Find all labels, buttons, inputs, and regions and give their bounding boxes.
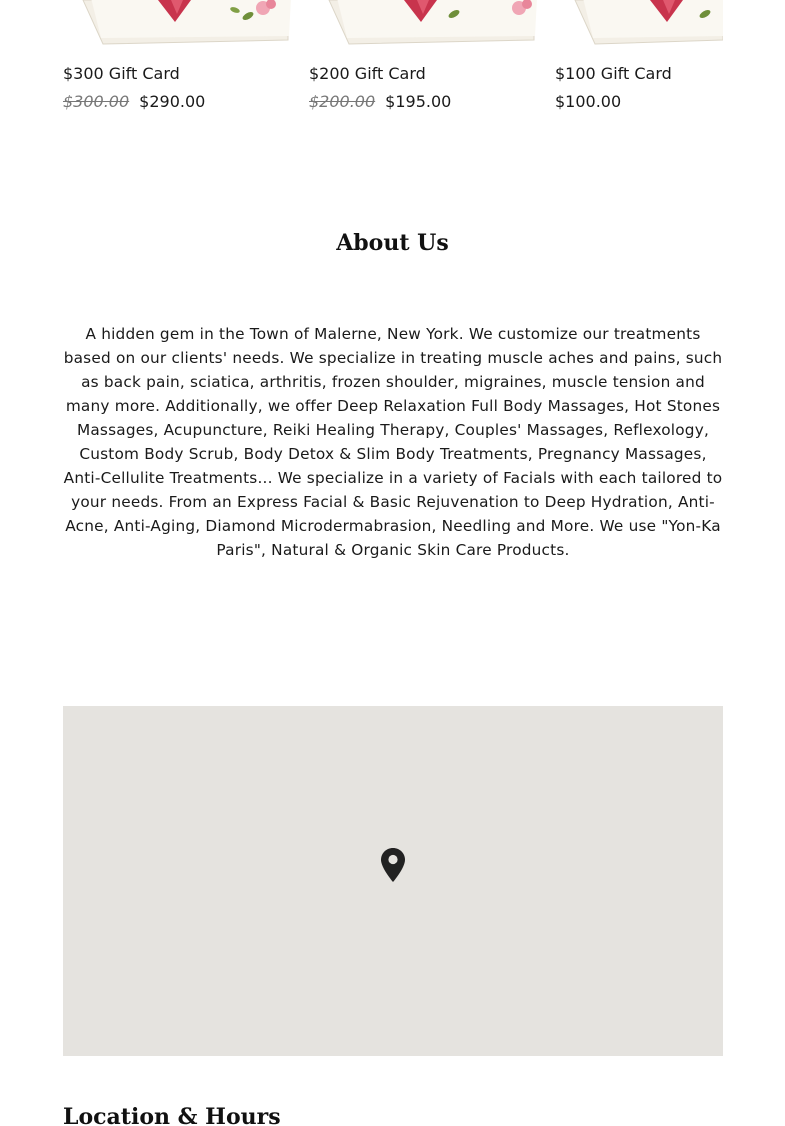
location-hours-heading: Location & Hours — [63, 1104, 281, 1126]
map-pin-icon[interactable] — [380, 847, 406, 883]
product-title[interactable]: $200 Gift Card — [309, 64, 426, 83]
product-card-100[interactable] — [555, 0, 723, 130]
compare-at-price: $200.00 — [309, 92, 376, 111]
sale-price: $195.00 — [385, 92, 452, 111]
compare-at-price: $300.00 — [63, 92, 130, 111]
product-image[interactable] — [555, 0, 723, 48]
product-card-300[interactable] — [63, 0, 293, 130]
gift-card-grid — [63, 0, 723, 130]
product-image[interactable] — [309, 0, 539, 48]
about-us-heading: About Us — [336, 230, 449, 256]
about-us-text: A hidden gem in the Town of Malerne, New York. We customize our treatments based on our clients' needs. We specialize in treating muscle aches and pains, such as back pain, sciatica, arthritis, frozen shoulder, migraines, muscle tension and many more. Additionally, we offer Deep Relaxation Full Body Massages, Hot Stones Massages, Acupuncture, Reiki Healing Therapy, Couples' Massages, Reflexology, Custom Body Scrub, Body Detox & Slim Body Treatments, Pregnancy Massages, Anti-Cellulite Treatments... We specialize in a variety of Facials with each tailored to your needs. From an Express Facial & Basic Rejuvenation to Deep Hydration, Anti-Acne, Anti-Aging, Diamond Microdermabrasion, Needling and More. We use "Yon-Ka Paris", Natural & Organic Skin Care Products. — [63, 325, 723, 559]
product-price — [63, 92, 205, 112]
product-image[interactable] — [63, 0, 293, 48]
sale-price: $290.00 — [139, 92, 206, 111]
regular-price: $100.00 — [555, 92, 622, 111]
location-map[interactable] — [63, 706, 723, 1056]
product-price — [555, 92, 621, 112]
product-card-200[interactable] — [309, 0, 539, 130]
product-title[interactable]: $100 Gift Card — [555, 64, 672, 83]
product-price — [309, 92, 451, 112]
product-title[interactable]: $300 Gift Card — [63, 64, 180, 83]
